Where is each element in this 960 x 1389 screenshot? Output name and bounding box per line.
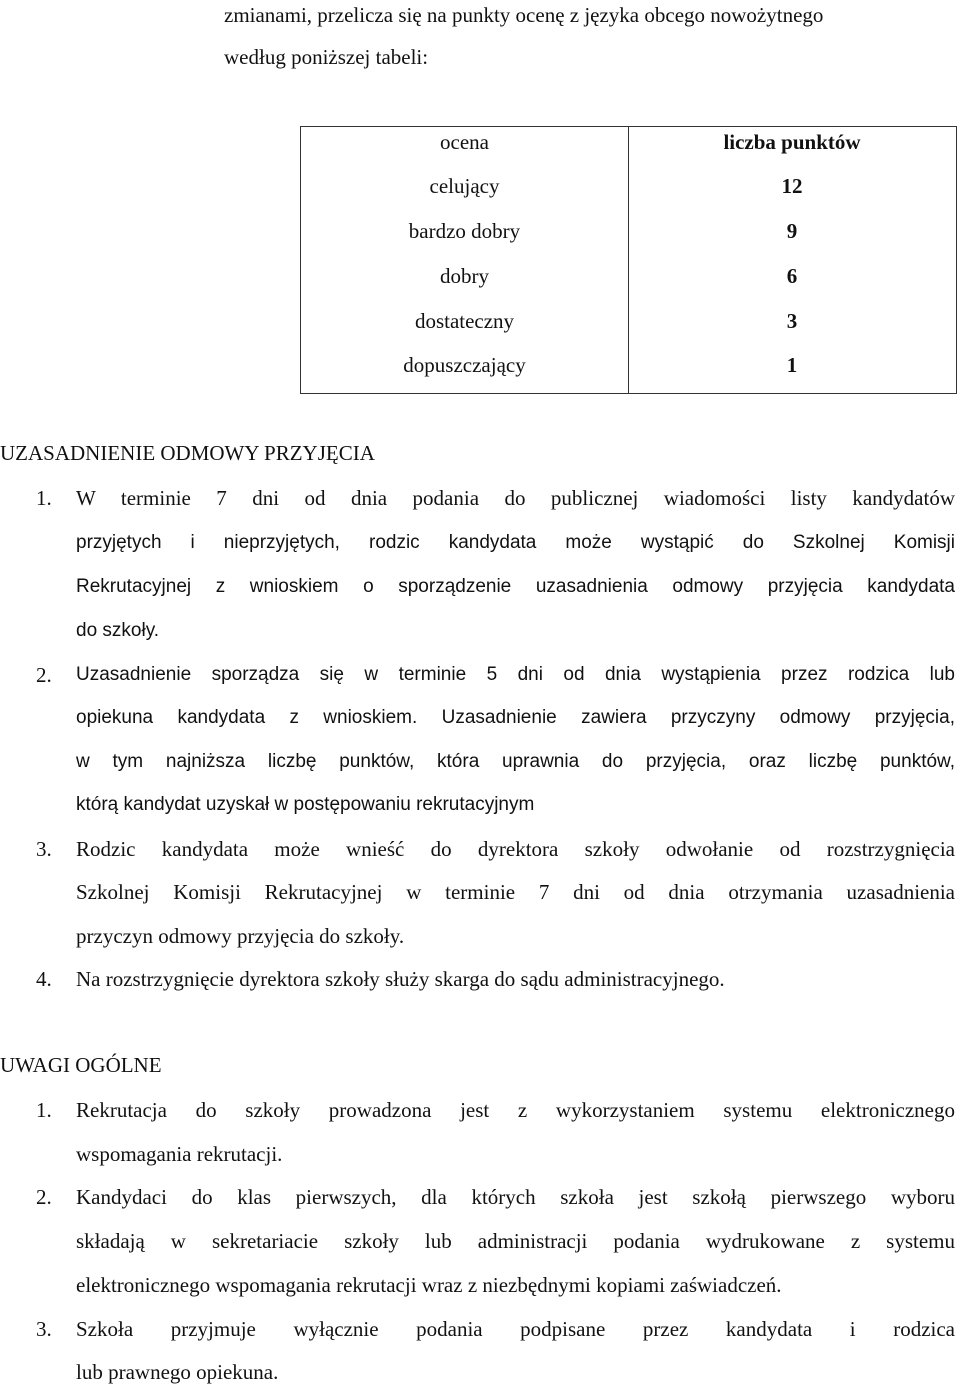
paragraph-line: Rekrutacyjnej z wnioskiem o sporządzenie uzasadnienia odmowy przyjęcia kandydata (76, 576, 955, 597)
table-cell-grade: dopuszczający (403, 353, 526, 377)
paragraph-line: Rodzic kandydata może wnieść do dyrektora szkoły odwołanie od rozstrzygnięcia (76, 837, 955, 861)
paragraph-line: Kandydaci do klas pierwszych, dla których szkoła jest szkołą pierwszego wyboru (76, 1185, 955, 1209)
table-cell-grade: dobry (440, 264, 489, 288)
paragraph-line: którą kandydat uzyskał w postępowaniu rekrutacyjnym (76, 794, 535, 815)
table-cell-points: 12 (781, 174, 803, 198)
table-cell-points: 3 (786, 309, 798, 333)
table-header-grade: ocena (440, 130, 489, 154)
table-cell-grade: celujący (429, 174, 500, 198)
paragraph-line: Rekrutacja do szkoły prowadzona jest z wykorzystaniem systemu elektronicznego (76, 1098, 955, 1122)
paragraph-line: w tym najniższa liczbę punktów, która uprawnia do przyjęcia, oraz liczbę punktów, (76, 751, 955, 772)
list-number: 2. (36, 1185, 52, 1209)
intro-line-1: zmianami, przelicza się na punkty ocenę z języka obcego nowożytnego (224, 3, 824, 27)
section-heading-uzasadnienie: UZASADNIENIE ODMOWY PRZYJĘCIA (0, 441, 375, 465)
table-cell-points: 6 (786, 264, 798, 288)
list-number: 1. (36, 1098, 52, 1122)
table-header-points: liczba punktów (723, 130, 861, 154)
paragraph-line: przyczyn odmowy przyjęcia do szkoły. (76, 924, 405, 948)
paragraph-line: do szkoły. (76, 620, 160, 641)
paragraph-line: przyjętych i nieprzyjętych, rodzic kandydata może wystąpić do Szkolnej Komisji (76, 532, 955, 553)
paragraph-line: elektronicznego wspomagania rekrutacji wraz z niezbędnymi kopiami zaświadczeń. (76, 1273, 782, 1297)
table-cell-grade: bardzo dobry (408, 219, 521, 243)
paragraph-line: Na rozstrzygnięcie dyrektora szkoły służy skarga do sądu administracyjnego. (76, 967, 725, 991)
paragraph-line: wspomagania rekrutacji. (76, 1142, 283, 1166)
table-cell-points: 1 (786, 353, 798, 377)
section-heading-uwagi: UWAGI OGÓLNE (0, 1053, 162, 1077)
list-number: 1. (36, 486, 52, 510)
paragraph-line: składają w sekretariacie szkoły lub administracji podania wydrukowane z systemu (76, 1229, 955, 1253)
paragraph-line: Szkolnej Komisji Rekrutacyjnej w terminie 7 dni od dnia otrzymania uzasadnienia (76, 880, 955, 904)
list-number: 3. (36, 837, 52, 861)
paragraph-line: Szkoła przyjmuje wyłącznie podania podpisane przez kandydata i rodzica (76, 1317, 955, 1341)
grade-points-table (300, 126, 957, 394)
intro-line-2: według poniższej tabeli: (224, 45, 429, 69)
paragraph-line: Uzasadnienie sporządza się w terminie 5 dni od dnia wystąpienia przez rodzica lub (76, 664, 955, 685)
paragraph-line: opiekuna kandydata z wnioskiem. Uzasadnienie zawiera przyczyny odmowy przyjęcia, (76, 707, 955, 728)
list-number: 3. (36, 1317, 52, 1341)
paragraph-line: lub prawnego opiekuna. (76, 1360, 279, 1384)
list-number: 4. (36, 967, 52, 991)
table-cell-grade: dostateczny (414, 309, 515, 333)
list-number: 2. (36, 663, 52, 687)
paragraph-line: W terminie 7 dni od dnia podania do publicznej wiadomości listy kandydatów (76, 486, 955, 510)
table-cell-points: 9 (786, 219, 798, 243)
